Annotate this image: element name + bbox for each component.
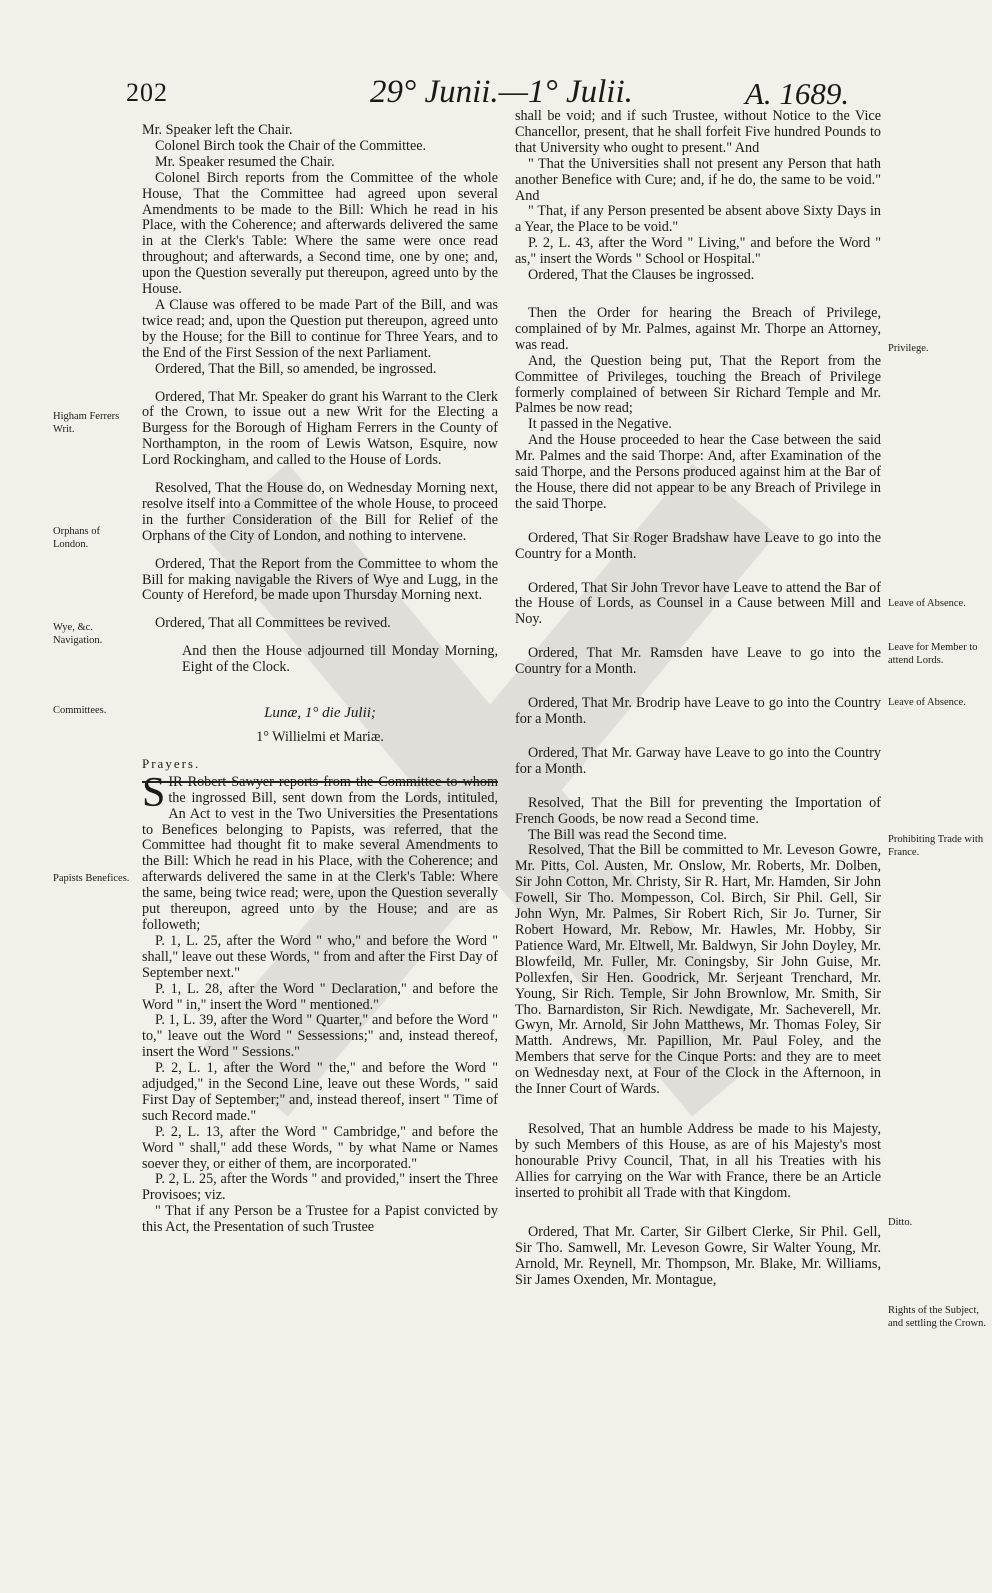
paragraph: Ordered, That Mr. Ramsden have Leave to go into the Country for a Month. (515, 645, 881, 678)
paragraph: Ordered, That Mr. Carter, Sir Gilbert Clerke, Sir Phil. Gell, Sir Tho. Samwell, Mr. Leveson Gowre, Sir Walter Young, Mr. Arnold, Mr. Reynell, Mr. Thompson, Mr. Blake, Mr. Williams, Sir James Oxenden, Mr. Montague, (515, 1224, 881, 1289)
paragraph: Ordered, That Mr. Garway have Leave to go into the Country for a Month. (515, 744, 881, 777)
paragraph: Then the Order for hearing the Breach of Privilege, complained of by Mr. Palmes, against Mr. Thorpe an Attorney, was read. (515, 304, 881, 353)
paragraph: P. 1, L. 39, after the Word " Quarter," and before the Word " to," leave out the Word " Sessessions;" and, instead thereof, insert the Word " Sessions." (142, 1012, 498, 1061)
margin-note-rights: Rights of the Subject, and settling the Crown. (888, 1305, 986, 1329)
paragraph: Ordered, That the Clauses be ingrossed. (528, 267, 755, 284)
paragraph: And, the Question being put, That the Report from the Committee of Privileges, touching the Breach of Privilege formerly complained of between Sir Richard Temple and Mr. Palmes be now read; (515, 352, 881, 417)
paragraph: Ordered, That all Committees be revived. (155, 615, 391, 632)
drop-cap: S (142, 769, 166, 816)
paragraph: " That the Universities shall not present any Person that hath another Benefice with Cure; and, if he do, the same to be void." And (515, 155, 881, 204)
paragraph: Ordered, That the Report from the Committee to whom the Bill for making navigable the Rivers of Wye and Lugg, in the County of Hereford, be made upon Thursday Morning next. (142, 555, 498, 604)
margin-note-prohibiting: Prohibiting Trade with France. (888, 834, 984, 858)
paragraph: And the House proceeded to hear the Case between the said Mr. Palmes and the said Thorpe: And, after Examination of the said Thorpe, and the Persons produced against him at the Bar of the House, there did not appear to be any Breach of Privilege in the said Thorpe. (515, 432, 881, 512)
adjournment: And then the House adjourned till Monday Morning, Eight of the Clock. (182, 643, 498, 676)
page-date: 29° Junii.—1° Julii. (370, 74, 633, 110)
paragraph: " That if any Person be a Trustee for a Papist convicted by this Act, the Presentation of such Trustee (142, 1203, 498, 1236)
day-heading: Lunæ, 1° die Julii; (264, 705, 376, 722)
paragraph: P. 2, L. 13, after the Word " Cambridge," and before the Word " shall," add these Words, " by what Name or Names soever they, or either of them, are incorporated." (142, 1123, 498, 1172)
margin-note-orphans: Orphans of London. (53, 526, 100, 550)
paragraph: Ordered, That Sir Roger Bradshaw have Leave to go into the Country for a Month. (515, 529, 881, 562)
paragraph: Colonel Birch reports from the Committee of the whole House, That the Committee had agreed upon several Amendments to be made to the Bill: Which he read in his Place, with the Coherence; and afterwards delivered the same in at the Clerk's Table: Where the same were once read throughout; and afterwards, a Second time, one by one; and, upon the Question severally put thereupon, agreed unto by the House. (142, 169, 498, 298)
paragraph: shall be void; and if such Trustee, without Notice to the Vice Chancellor, present, that he shall forfeit Five hundred Pounds to that University who ought to present." And (515, 108, 881, 156)
paragraph: Resolved, That an humble Address be made to his Majesty, by such Members of this House, as are of his Majesty's most honourable Privy Council, That, in all his Treaties with his Allies for carrying on the War with France, there be an Article inserted to prohibit all Trade with that Kingdom. (515, 1120, 881, 1201)
paragraph-text: IR Robert Sawyer reports from the Committee to whom the ingrossed Bill, sent down from the Lords, intituled, An Act to vest in the Two Universities the Presentations to Benefices belonging to Papists, was referred, that the Committee had thought fit to make several Amendments to the Bill: Which he read in his Place, with the Coherence; and afterwards delivered the same in at the Clerk's Table: Where the same, being twice read; were, upon the Question severally put thereupon, agreed unto by the House; and are as followeth; (142, 773, 498, 933)
paragraph: Ordered, That Sir John Trevor have Leave to attend the Bar of the House of Lords, as Counsel in a Cause between Mill and Noy. (515, 579, 881, 628)
paragraph: The Bill was read the Second time. (528, 826, 727, 843)
paragraph: Resolved, That the House do, on Wednesday Morning next, resolve itself into a Committee of the whole House, to proceed in the further Consideration of the Bill for Relief of the Orphans of the City of London, and nothing to intervene. (142, 480, 498, 544)
paragraph: Ordered, That Mr. Brodrip have Leave to go into the Country for a Month. (515, 695, 881, 727)
paragraph: A Clause was offered to be made Part of the Bill, and was twice read; and, upon the Question put thereupon, agreed unto by the House; for the Bill to continue for Three Years, and to the End of the First Session of the next Parliament. (142, 296, 498, 361)
margin-note-leave-1: Leave of Absence. (888, 598, 966, 609)
paragraph: Resolved, That the Bill be committed to Mr. Leveson Gowre, Mr. Pitts, Col. Austen, Mr. Onslow, Mr. Roberts, Mr. Dolben, Sir John Cotton, Mr. Christy, Sir R. Hart, Mr. Hamden, Sir John Fowell, Sir Tho. Mompesson, Col. Birch, Sir Phil. Gell, Sir John Wyn, Mr. Palmes, Sir Robert Rich, Sir Jo. Turner, Sir Robert Howard, Mr. Rebow, Mr. Hawles, Mr. Hobby, Sir Patience Ward, Mr. Eltwell, Mr. Baldwyn, Sir John Doyley, Mr. Blowfeild, Mr. Fuller, Mr. Coningsby, Sir John Guise, Mr. Pollexfen, Sir Hen. Goodrick, Mr. Serjeant Trenchard, Mr. Young, Sir Rich. Temple, Sir John Brownlow, Mr. Smith, Sir Tho. Barnardiston, Sir Rich. Newdigate, Mr. Sacheverell, Mr. Gwyn, Mr. Arnold, Sir John Matthews, Mr. Thomas Foley, Sir Matth. Andrews, Mr. Papillion, Mr. Paul Foley, and the Members that serve for the Cinque Ports: and they are to meet on Wednesday next, at Four of the Clock in the Afternoon, in the Inner Court of Wards. (515, 842, 881, 1098)
paragraph: P. 1, L. 28, after the Word " Declaration," and before the Word " in," insert the Word " mentioned." (142, 980, 498, 1013)
margin-note-leave-member: Leave for Member to attend Lords. (888, 642, 978, 666)
margin-note-ditto: Ditto. (888, 1217, 913, 1228)
margin-note-committees: Committees. (53, 705, 107, 716)
left-column (142, 123, 498, 1236)
margin-note-wye: Wye, &c. Navigation. (53, 622, 103, 646)
paragraph: Mr. Speaker resumed the Chair. (155, 153, 335, 170)
margin-note-privilege: Privilege. (888, 343, 929, 354)
right-column (515, 109, 881, 1289)
page-number: 202 (126, 78, 168, 107)
margin-note-higham: Higham Ferrers Writ. (53, 411, 120, 435)
paragraph: P. 2, L. 43, after the Word " Living," and before the Word " as," insert the Words " School or Hospital." (515, 235, 881, 268)
paragraph: P. 1, L. 25, after the Word " who," and before the Word " shall," leave out these Words, " from and after the First Day of September next." (142, 932, 498, 981)
prayers-heading: Prayers. (142, 755, 201, 771)
section-divider (142, 781, 498, 783)
margin-note-leave-2: Leave of Absence. (888, 697, 966, 708)
paragraph: It passed in the Negative. (528, 416, 672, 433)
paragraph: P. 2, L. 1, after the Word " the," and before the Word " adjudged," in the Second Line, leave out these Words, " said First Day of September;" and, instead thereof, insert " Time of such Record made." (142, 1060, 498, 1124)
paragraph: Resolved, That the Bill for preventing the Importation of French Goods, be now read a Second time. (515, 794, 881, 827)
page-year: A. 1689. (745, 76, 850, 111)
paragraph: " That, if any Person presented be absent above Sixty Days in a Year, the Place to be void." (515, 203, 881, 236)
paragraph: P. 2, L. 25, after the Words " and provided," insert the Three Provisoes; viz. (142, 1171, 498, 1204)
paragraph: Colonel Birch took the Chair of the Committee. (155, 137, 427, 154)
paragraph: Ordered, That the Bill, so amended, be ingrossed. (155, 360, 437, 377)
regnal-year: 1° Willielmi et Mariæ. (256, 729, 384, 745)
paragraph: Mr. Speaker left the Chair. (142, 122, 293, 138)
paragraph: Ordered, That Mr. Speaker do grant his Warrant to the Clerk of the Crown, to issue out a new Writ for the Electing a Burgess for the Borough of Higham Ferrers in the County of Northampton, in the room of Lewis Watson, Esquire, now Lord Rockingham, and called to the House of Lords. (142, 388, 498, 469)
paragraph (142, 769, 498, 934)
margin-note-papists: Papists Benefices. (53, 873, 130, 884)
